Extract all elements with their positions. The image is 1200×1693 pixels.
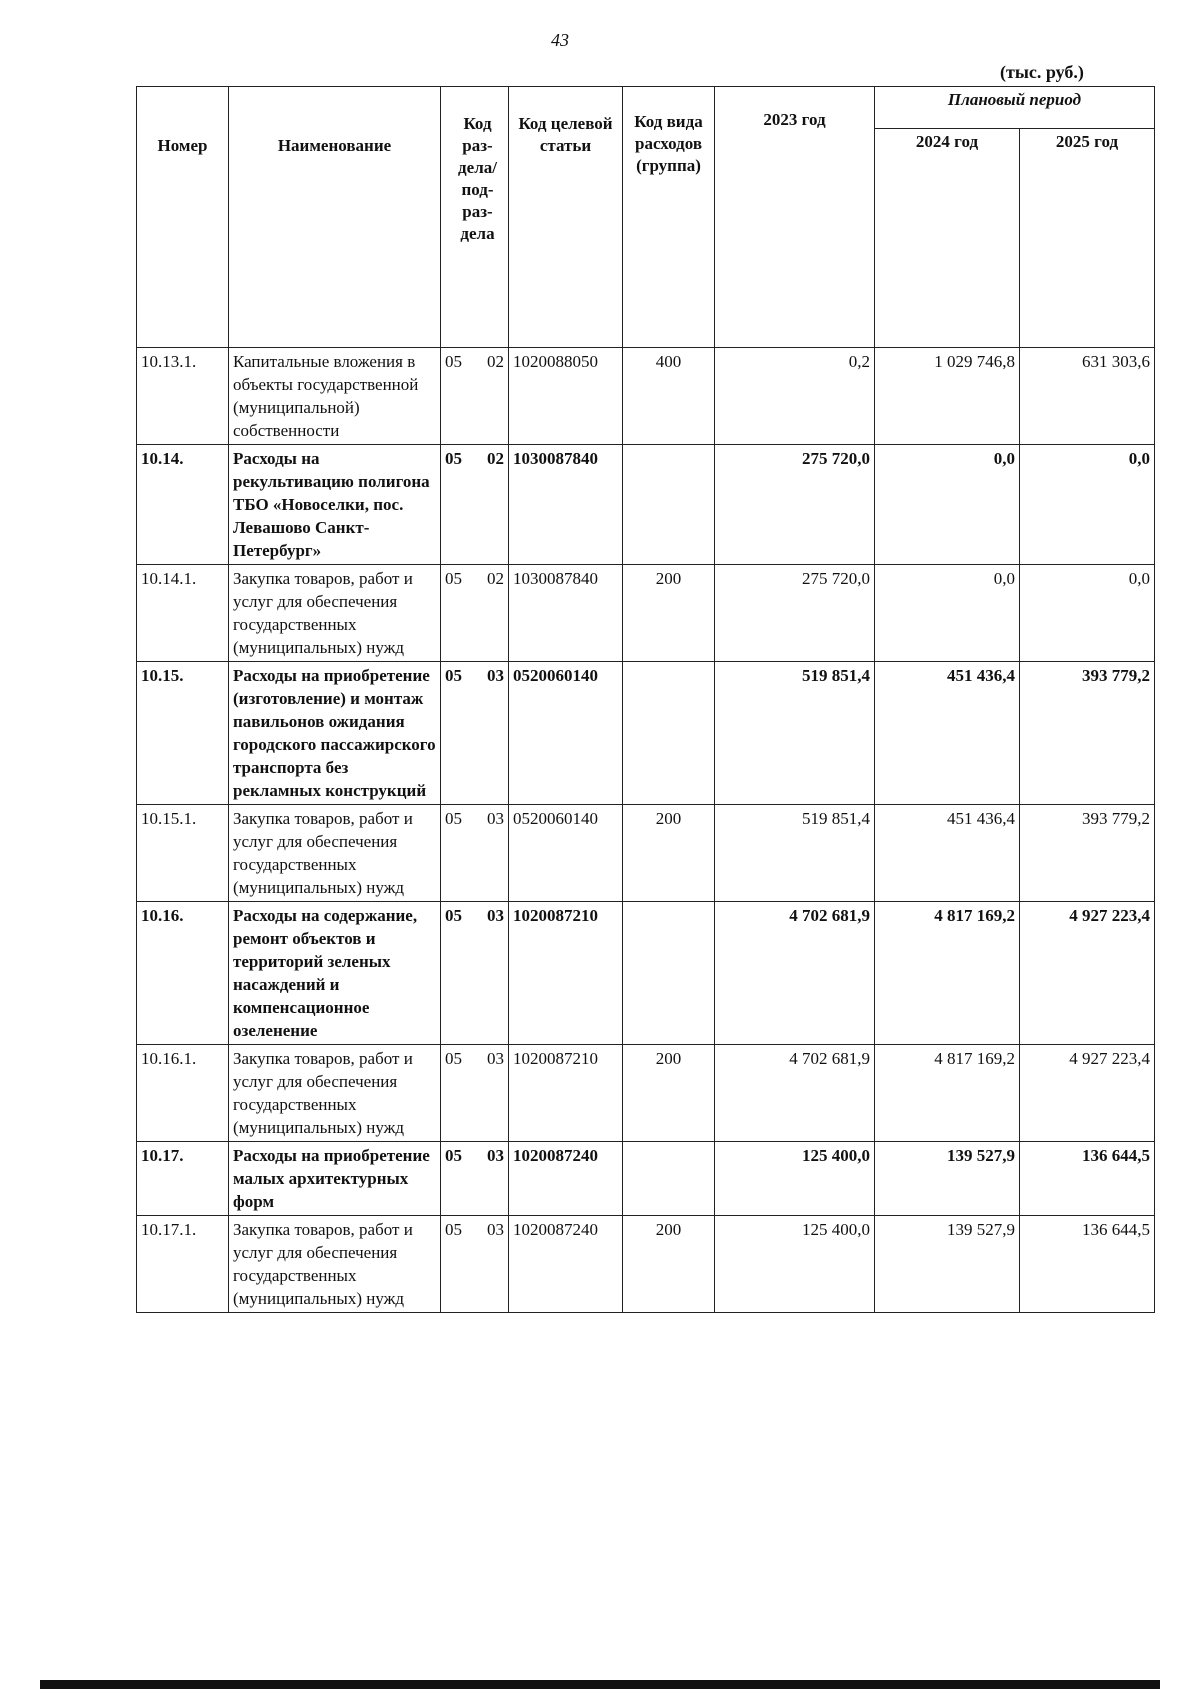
- row-section: [441, 445, 509, 565]
- row-2024: 139 527,9: [875, 1142, 1020, 1216]
- row-2024: 451 436,4: [875, 662, 1020, 805]
- row-expense: 200: [623, 805, 715, 902]
- row-target: 0520060140: [509, 662, 623, 805]
- row-2023: 519 851,4: [715, 662, 875, 805]
- row-2025: 136 644,5: [1020, 1216, 1155, 1313]
- row-2023: 275 720,0: [715, 445, 875, 565]
- row-2023: 519 851,4: [715, 805, 875, 902]
- header-target: Код целевой статьи: [509, 87, 623, 348]
- row-2023: 275 720,0: [715, 565, 875, 662]
- row-section: [441, 662, 509, 805]
- header-2025: 2025 год: [1020, 129, 1155, 348]
- row-2025: 631 303,6: [1020, 348, 1155, 445]
- row-subsection-code: 03: [487, 809, 504, 828]
- row-subsection-code: 02: [487, 449, 504, 468]
- table-row: [137, 445, 1155, 565]
- row-section: [441, 1216, 509, 1313]
- row-target: 1020087210: [509, 902, 623, 1045]
- row-section: [441, 1045, 509, 1142]
- table-row: [137, 348, 1155, 445]
- table-row: [137, 1142, 1155, 1216]
- header-section: Код раз-дела/ под-раз-дела: [441, 87, 509, 348]
- table-row: [137, 805, 1155, 902]
- row-number: 10.16.: [137, 902, 229, 1045]
- row-expense: [623, 1142, 715, 1216]
- row-section-code: 05: [445, 352, 462, 371]
- row-2023: 125 400,0: [715, 1142, 875, 1216]
- row-section: [441, 348, 509, 445]
- row-expense: [623, 445, 715, 565]
- row-2024: 139 527,9: [875, 1216, 1020, 1313]
- row-section-code: 05: [445, 1220, 462, 1239]
- row-target: 1020087240: [509, 1216, 623, 1313]
- row-name: Расходы на приобретение малых архитектурных форм: [229, 1142, 441, 1216]
- header-expense: Код вида расходов (группа): [623, 87, 715, 348]
- row-number: 10.13.1.: [137, 348, 229, 445]
- table-row: [137, 1045, 1155, 1142]
- budget-table: [136, 86, 1155, 1313]
- row-2025: 393 779,2: [1020, 805, 1155, 902]
- row-2023: 125 400,0: [715, 1216, 875, 1313]
- row-2023: 4 702 681,9: [715, 1045, 875, 1142]
- row-2025: 393 779,2: [1020, 662, 1155, 805]
- table-row: [137, 662, 1155, 805]
- row-expense: [623, 902, 715, 1045]
- row-name: Закупка товаров, работ и услуг для обеспечения государственных (муниципальных) нужд: [229, 1216, 441, 1313]
- row-target: 1020087240: [509, 1142, 623, 1216]
- units-label: (тыс. руб.): [1000, 62, 1084, 82]
- row-section-code: 05: [445, 906, 462, 925]
- bottom-rule: [40, 1680, 1160, 1689]
- row-2025: 4 927 223,4: [1020, 902, 1155, 1045]
- row-expense: 200: [623, 1045, 715, 1142]
- row-name: Капитальные вложения в объекты государственной (муниципальной) собственности: [229, 348, 441, 445]
- row-expense: 200: [623, 1216, 715, 1313]
- row-name: Закупка товаров, работ и услуг для обеспечения государственных (муниципальных) нужд: [229, 565, 441, 662]
- row-section-code: 05: [445, 666, 462, 685]
- row-number: 10.17.: [137, 1142, 229, 1216]
- row-subsection-code: 03: [487, 1220, 504, 1239]
- row-section: [441, 902, 509, 1045]
- row-2023: 0,2: [715, 348, 875, 445]
- row-2025: 0,0: [1020, 445, 1155, 565]
- row-subsection-code: 03: [487, 1146, 504, 1165]
- row-2024: 4 817 169,2: [875, 902, 1020, 1045]
- row-number: 10.15.1.: [137, 805, 229, 902]
- row-expense: 400: [623, 348, 715, 445]
- row-2024: 0,0: [875, 445, 1020, 565]
- row-section: [441, 1142, 509, 1216]
- row-2024: 4 817 169,2: [875, 1045, 1020, 1142]
- row-number: 10.16.1.: [137, 1045, 229, 1142]
- page-number: 43: [551, 30, 569, 50]
- row-subsection-code: 02: [487, 569, 504, 588]
- row-section-code: 05: [445, 449, 462, 468]
- table-row: [137, 1216, 1155, 1313]
- row-section: [441, 565, 509, 662]
- row-2025: 0,0: [1020, 565, 1155, 662]
- row-target: 1020088050: [509, 348, 623, 445]
- header-number: Номер: [137, 87, 229, 348]
- row-number: 10.17.1.: [137, 1216, 229, 1313]
- row-expense: [623, 662, 715, 805]
- row-subsection-code: 03: [487, 666, 504, 685]
- row-2025: 4 927 223,4: [1020, 1045, 1155, 1142]
- row-section: [441, 805, 509, 902]
- row-section-code: 05: [445, 1049, 462, 1068]
- row-target: 1030087840: [509, 445, 623, 565]
- table-row: [137, 565, 1155, 662]
- row-2024: 1 029 746,8: [875, 348, 1020, 445]
- header-name: Наименование: [229, 87, 441, 348]
- row-expense: 200: [623, 565, 715, 662]
- row-section-code: 05: [445, 569, 462, 588]
- row-target: 1020087210: [509, 1045, 623, 1142]
- row-number: 10.14.: [137, 445, 229, 565]
- header-planned-period: Плановый период: [875, 87, 1155, 129]
- row-number: 10.15.: [137, 662, 229, 805]
- row-name: Закупка товаров, работ и услуг для обеспечения государственных (муниципальных) нужд: [229, 1045, 441, 1142]
- row-name: Расходы на приобретение (изготовление) и монтаж павильонов ожидания городского пассажирского транспорта без рекламных конструкций: [229, 662, 441, 805]
- header-2024: 2024 год: [875, 129, 1020, 348]
- row-name: Расходы на рекультивацию полигона ТБО «Новоселки, пос. Левашово Санкт-Петербург»: [229, 445, 441, 565]
- row-2023: 4 702 681,9: [715, 902, 875, 1045]
- row-subsection-code: 02: [487, 352, 504, 371]
- row-section-code: 05: [445, 1146, 462, 1165]
- row-section-code: 05: [445, 809, 462, 828]
- header-2023: 2023 год: [715, 87, 875, 348]
- row-target: 0520060140: [509, 805, 623, 902]
- table-row: [137, 902, 1155, 1045]
- row-target: 1030087840: [509, 565, 623, 662]
- row-number: 10.14.1.: [137, 565, 229, 662]
- row-2024: 451 436,4: [875, 805, 1020, 902]
- row-name: Расходы на содержание, ремонт объектов и территорий зеленых насаждений и компенсационное озеленение: [229, 902, 441, 1045]
- row-name: Закупка товаров, работ и услуг для обеспечения государственных (муниципальных) нужд: [229, 805, 441, 902]
- row-2024: 0,0: [875, 565, 1020, 662]
- row-2025: 136 644,5: [1020, 1142, 1155, 1216]
- row-subsection-code: 03: [487, 906, 504, 925]
- row-subsection-code: 03: [487, 1049, 504, 1068]
